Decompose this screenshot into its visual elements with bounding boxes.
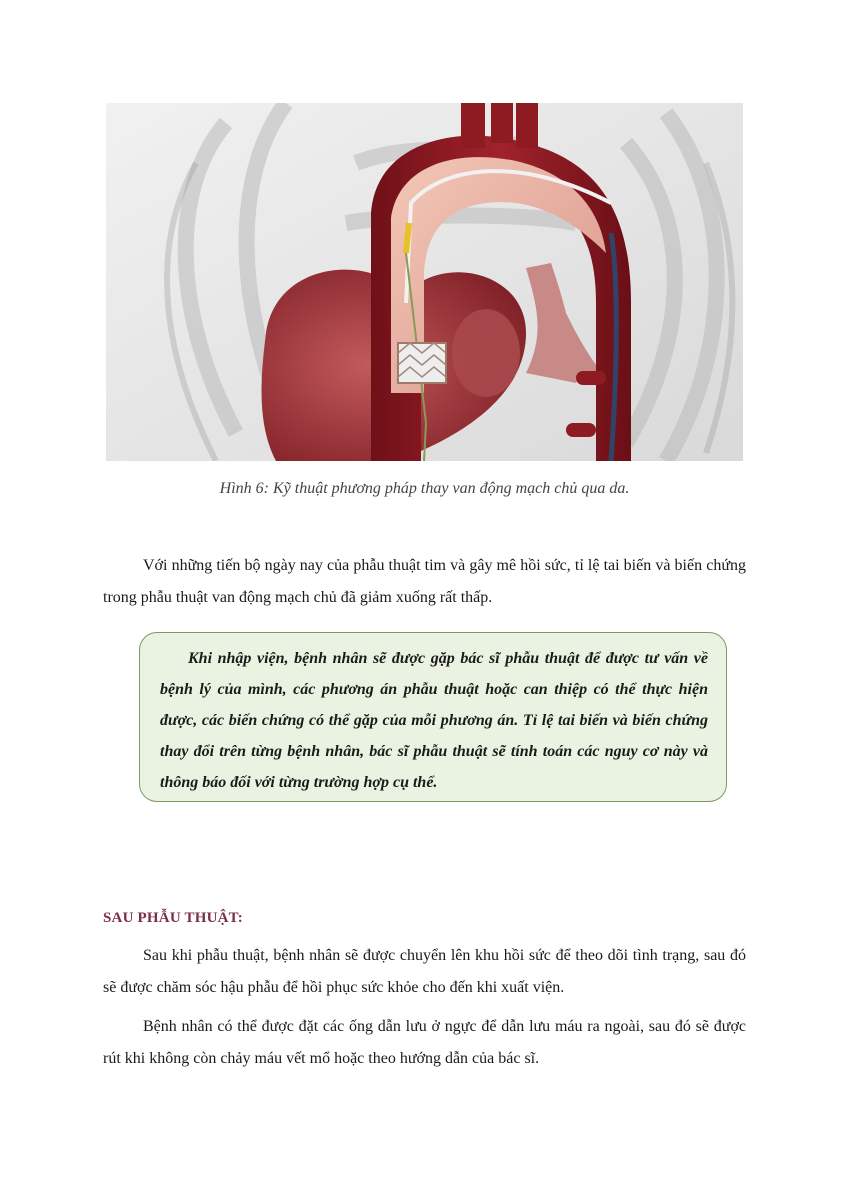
section-heading: SAU PHẪU THUẬT: <box>103 910 243 926</box>
after-surgery-paragraph-2: Bệnh nhân có thể được đặt các ống dẫn lưu ở ngực để dẫn lưu máu ra ngoài, sau đó sẽ được rút khi không còn chảy máu vết mổ hoặc theo hướng dẫn của bác sĩ. <box>103 1018 746 1067</box>
callout-box <box>139 632 727 802</box>
after-surgery-paragraph-1: Sau khi phẫu thuật, bệnh nhân sẽ được chuyển lên khu hồi sức để theo dõi tình trạng, sau đó sẽ được chăm sóc hậu phẫu để hồi phục sức khỏe cho đến khi xuất viện. <box>103 947 746 996</box>
intro-paragraph: Với những tiến bộ ngày nay của phẫu thuật tim và gây mê hồi sức, tỉ lệ tai biến và biến chứng trong phẫu thuật van động mạch chủ đã giảm xuống rất thấp. <box>103 557 746 606</box>
callout-text: Khi nhập viện, bệnh nhân sẽ được gặp bác sĩ phẫu thuật để được tư vấn về bệnh lý của mình, các phương án phẫu thuật hoặc can thiệp có thể thực hiện được, các biến chứng có thể gặp của mỗi phương án. Tỉ lệ tai biến và biến chứng thay đổi trên từng bệnh nhân, bác sĩ phẫu thuật sẽ tính toán các nguy cơ này và thông báo đối với từng trường hợp cụ thể. <box>160 650 708 791</box>
tavi-illustration <box>106 103 743 461</box>
figure-caption: Hình 6: Kỹ thuật phương pháp thay van động mạch chủ qua da. <box>219 480 630 497</box>
heart-aorta-image <box>106 103 743 461</box>
